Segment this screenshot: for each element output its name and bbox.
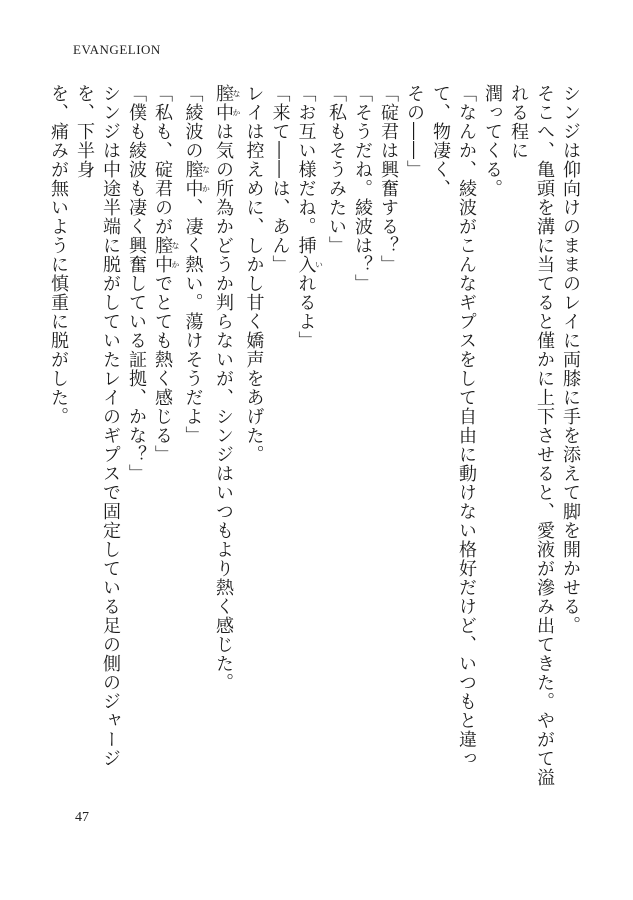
ruby-reading-i: い (314, 255, 324, 274)
text-line-13-a: 「綾波の (182, 84, 204, 160)
text-line-9-b: れるよ」 (295, 274, 317, 350)
text-line-5: その――」 (404, 84, 425, 179)
text-line-4: 「なんか、綾波がこんなギプスをして自由に動けない格好だけど、いつもと違って、物凄く、 (430, 84, 477, 768)
text-line-16: シンジは中途半端に脱がしていたレイのギプスで固定している足の側のジャージを、下半身 (74, 84, 121, 768)
ruby-ireru: 入い (295, 255, 324, 274)
text-line-8: 「私もそうみたい」 (326, 84, 347, 255)
text-line-17: を、痛みが無いように慎重に脱がした。 (48, 84, 69, 426)
text-line-13 (180, 84, 211, 804)
text-line-9 (293, 84, 324, 804)
text-line-7: 「そうだね。綾波は？」 (352, 84, 373, 293)
page-number: 47 (75, 810, 89, 825)
text-line-6: 「碇君は興奮する？」 (378, 84, 399, 274)
ruby-reading-naka-1: なか (232, 84, 241, 122)
ruby-reading-naka-2: なか (201, 160, 211, 198)
text-line-9-a: 「お互い様だね。挿 (295, 84, 317, 255)
text-line-13-b: 、凄く熱い。蕩けそうだよ」 (182, 198, 204, 445)
text-line-11: レイは控えめに、しかし甘く嬌声をあげた。 (243, 84, 265, 464)
vertical-body-text (45, 84, 583, 804)
text-line-12-b: は気の所為かどうか判らないが、シンジはいつもより熱く感じた。 (213, 122, 234, 692)
ruby-naka-1: 膣中なか (213, 84, 241, 122)
ruby-naka-2: 膣中なか (182, 160, 211, 198)
text-line-14-b: でとても熱く感じる」 (152, 274, 173, 464)
running-head-title: EVANGELION (73, 42, 161, 57)
text-line-12 (210, 84, 241, 804)
text-line-14 (149, 84, 180, 804)
text-line-14-a: 「私も、碇君のが (152, 84, 173, 236)
text-line-3: 潤ってくる。 (482, 84, 503, 198)
text-line-10: 「来て――は、あん」 (269, 84, 291, 274)
ruby-naka-3: 膣中なか (152, 236, 180, 274)
text-line-2: そこへ、亀頭を溝に当てると僅かに上下させると、愛液が滲み出てきた。やがて溢れる程に (508, 84, 555, 787)
text-line-15: 「僕も綾波も凄く興奮している証拠、かな？」 (126, 84, 147, 483)
ruby-reading-naka-3: なか (171, 236, 180, 274)
text-line-1: シンジは仰向けのままのレイに両膝に手を添えて脚を開かせる。 (560, 84, 581, 635)
